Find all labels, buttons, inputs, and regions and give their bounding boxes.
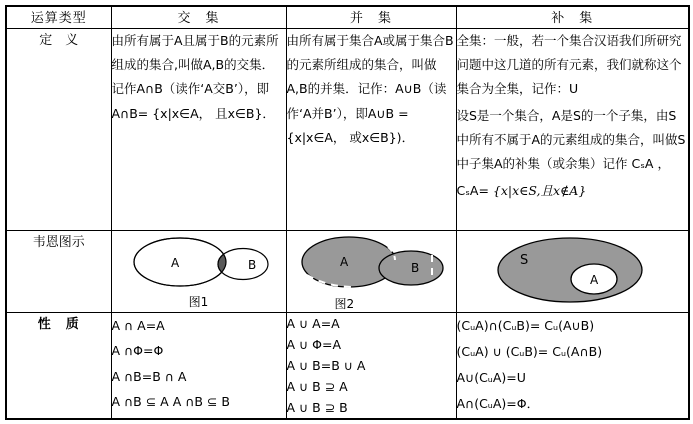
row-label-venn: 韦恩图示 xyxy=(6,230,111,312)
complement-definition-cell xyxy=(456,28,689,230)
intersection-properties-cell xyxy=(111,312,286,419)
row-label-properties: 性 质 xyxy=(6,312,111,419)
complement-universal-set-text: 全集：一般，若一个集合汉语我们所研究问题中这几道的所有元素，我们就称这个集合为全集，记作：U xyxy=(456,32,682,97)
row-label-definition: 定 义 xyxy=(6,28,111,230)
union-property: A ∪ A=A xyxy=(286,315,340,331)
properties-row xyxy=(6,312,689,419)
complement-property: (CᵤA) ∪ (CᵤB)= Cᵤ(A∩B) xyxy=(456,343,603,359)
universal-set-ellipse xyxy=(498,238,642,302)
set-a-label: A xyxy=(170,255,179,270)
header-complement: 补 集 xyxy=(456,6,689,28)
union-property: A ∪ Φ=A xyxy=(286,336,342,352)
venn-row xyxy=(6,230,689,312)
intersection-venn-cell xyxy=(111,230,286,312)
set-b-label: B xyxy=(411,260,420,275)
venn-intersection-diagram xyxy=(118,235,280,291)
intersection-definition-cell xyxy=(111,28,286,230)
complement-venn-cell xyxy=(456,230,689,312)
intersection-venn-wrap xyxy=(112,231,286,310)
complement-properties-cell xyxy=(456,312,689,419)
intersection-definition-text: 由所有属于A且属于B的元素所组成的集合,叫做A,B的交集．记作A∩B（读作‘A交B’），即A∩B= {x|x∈A， 且x∈B}． xyxy=(111,32,279,121)
intersection-property: A ∩ A=A xyxy=(111,317,165,333)
definition-row xyxy=(6,28,689,230)
venn-caption-1: 图1 xyxy=(188,294,209,309)
union-properties-cell xyxy=(286,312,456,419)
union-definition-cell xyxy=(286,28,456,230)
header-operation-type: 运算类型 xyxy=(6,6,111,28)
union-venn-wrap xyxy=(287,231,456,312)
complement-property: A∪(CᵤA)=U xyxy=(456,370,526,385)
set-s-label: S xyxy=(520,252,529,268)
set-a-label: A xyxy=(340,254,349,269)
union-property: A ∪ B ⊇ B xyxy=(286,399,348,415)
complement-formula-line xyxy=(457,179,689,203)
set-operations-table xyxy=(5,5,690,420)
header-row xyxy=(6,6,689,28)
union-definition-text: 由所有属于集合A或属于集合B的元素所组成的集合，叫做A,B的并集．记作：A∪B（读作‘A并B’），即A∪B = {x|x∈A， 或x∈B})． xyxy=(286,32,454,145)
intersection-property: A ∩B ⊆ A A ∩B ⊆ B xyxy=(111,394,230,410)
venn-union-diagram xyxy=(291,235,451,293)
header-union: 并 集 xyxy=(286,6,456,28)
header-intersection: 交 集 xyxy=(111,6,286,28)
set-a-label: A xyxy=(590,272,599,287)
complement-formula-set-notation: {x|x∈S,且x∉A} xyxy=(492,182,587,198)
venn-complement-diagram xyxy=(462,235,682,307)
union-property: A ∪ B ⊇ A xyxy=(286,378,348,394)
union-property: A ∪ B=B ∪ A xyxy=(286,357,366,373)
complement-property: (CᵤA)∩(CᵤB)= Cᵤ(A∪B) xyxy=(456,317,595,333)
union-venn-cell xyxy=(286,230,456,312)
complement-venn-wrap xyxy=(457,231,689,307)
set-b-label: B xyxy=(247,257,256,272)
intersection-property: A ∩B=B ∩ A xyxy=(111,368,187,384)
complement-formula-prefix: CₛA= xyxy=(456,182,493,198)
complement-property: A∩(CᵤA)=Φ． xyxy=(456,396,540,412)
complement-subset-text: 设S是一个集合，A是S的一个子集，由S中所有不属于A的元素组成的集合，叫做S中子集A的补集（或余集）记作 CₛA ， xyxy=(456,107,686,172)
intersection-property: A ∩Φ=Φ xyxy=(111,343,164,359)
venn-caption-2: 图2 xyxy=(334,296,355,311)
